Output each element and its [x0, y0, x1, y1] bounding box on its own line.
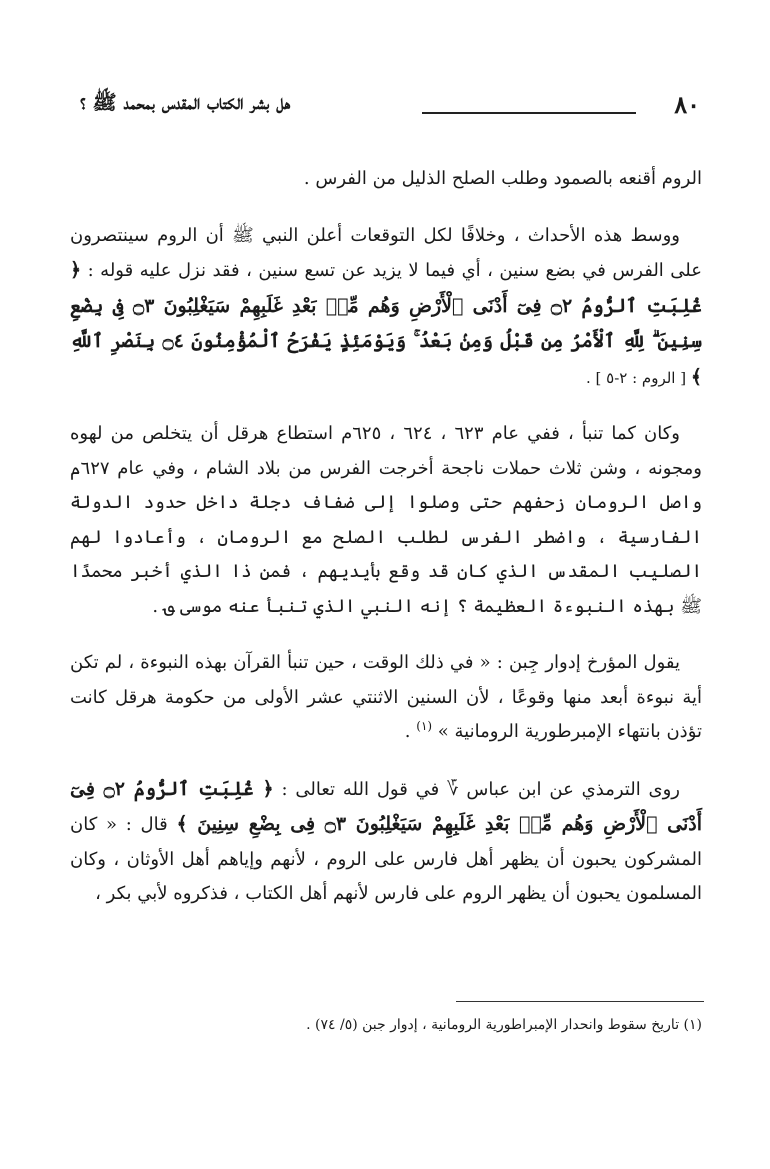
text-run: . — [404, 721, 417, 742]
footnote-marker: (١) — [416, 719, 433, 733]
footnote: (١) تاريخ سقوط وانحدار الإمبراطورية الرومانية ، إدوار جبن (٥/ ٧٤) . — [306, 1017, 702, 1033]
text-run: يقول المؤرخ إدوار جِبن : « في ذلك الوقت ، حين تنبأ القرآن بهذه النبوءة ، لم تكن أية نبوءة أبعد منها وقوعًا ، لأن السنين الاثنتي عشر الأولى من حكومة هرقل كانت تؤذن بانتهاء الإمبرطورية الرومانية » — [70, 652, 702, 742]
paragraph-p2 — [70, 219, 702, 396]
text-run: الروم أقنعه بالصمود وطلب الصلح الذليل من الفرس . — [303, 168, 702, 189]
text-run: روى الترمذي عن ابن عباس ؆ في قول الله تعالى : — [273, 778, 681, 800]
body-text — [70, 162, 702, 912]
quran-verse: ﴿ غُلِبَتِ ٱلرُّومُ ۝٢ فِىٓ أَدْنَى ٱلْأَرْضِ وَهُم مِّنۢ بَعْدِ غَلَبِهِمْ سَيَغْلِبُونَ ۝٣ فِى بِضْعِ سِنِينَ ۗ لِلَّهِ ٱلْأَمْرُ مِن قَبْلُ وَمِنۢ بَعْدُ ۚ وَيَوْمَئِذٍ يَفْرَحُ ٱلْمُؤْمِنُونَ ۝٤ بِنَصْرِ ٱللَّهِ ﴾ — [70, 259, 703, 388]
text-run: ووسط هذه الأحداث ، وخلافًا لكل التوقعات أعلن النبي ﷺ أن الروم سينتصرون على الفرس في بضع سنين ، أي فيما لا يزيد عن تسع سنين ، فقد نزل عليه قوله : — [70, 224, 702, 281]
footnote-rule — [456, 1001, 704, 1002]
paragraph-p3 — [70, 417, 702, 624]
verse-citation: [ الروم : ٢-٥ ] . — [585, 368, 691, 387]
paragraph-p4 — [70, 646, 702, 750]
running-title: هل بشر الكتاب المقدس بمحمد ﷺ ؟ — [80, 90, 291, 114]
paragraph-p1 — [70, 162, 702, 197]
paragraph-gap — [70, 750, 702, 772]
paragraph-gap — [70, 395, 702, 417]
page-header — [78, 84, 700, 124]
paragraph-gap — [70, 197, 702, 219]
paragraph-gap — [70, 624, 702, 646]
text-run: قال : « كان المشركون يحبون أن يظهر أهل فارس على الروم ، لأنهم وإياهم أهل الأوثان ، وكان المسلمون يحبون أن يظهر الروم على فارس لأنهم أهل الكتاب ، فذكروه لأبي بكر ، — [70, 814, 702, 904]
quran-verse: ﴿ غُلِبَتِ ٱلرُّومُ ۝٢ فِىٓ أَدْنَى ٱلْأَرْضِ وَهُم مِّنۢ بَعْدِ غَلَبِهِمْ سَيَغْلِبُونَ ۝٣ فِى بِضْعِ سِنِينَ ﴾ — [70, 777, 702, 835]
page-number: ٨٠ — [674, 90, 700, 119]
header-rule — [422, 112, 636, 114]
paragraph-p5 — [70, 772, 702, 912]
text-run: وكان كما تنبأ ، ففي عام ٦٢٣ ، ٦٢٤ ، ٦٢٥م استطاع هرقل أن يتخلص من لهوه ومجونه ، وشن ثلاث حملات ناجحة أخرجت الفرس من بلاد الشام ، وفي عام ٦٢٧م واصل الرومان زحفهم حتى وصلوا إلى ضفاف دجلة داخل حدود الدولة الفارسية ، واضطر الفرس لطلب الصلح مع الرومان ، وأعادوا لهم الصليب المقدس الذي كان قد وقع بأيديهم ، فمن ذا الذي أخبر محمدًا ﷺ بهذه النبوءة العظيمة ؟ إنه النبي الذي تنبأ عنه موسى ؈ . — [70, 423, 702, 617]
